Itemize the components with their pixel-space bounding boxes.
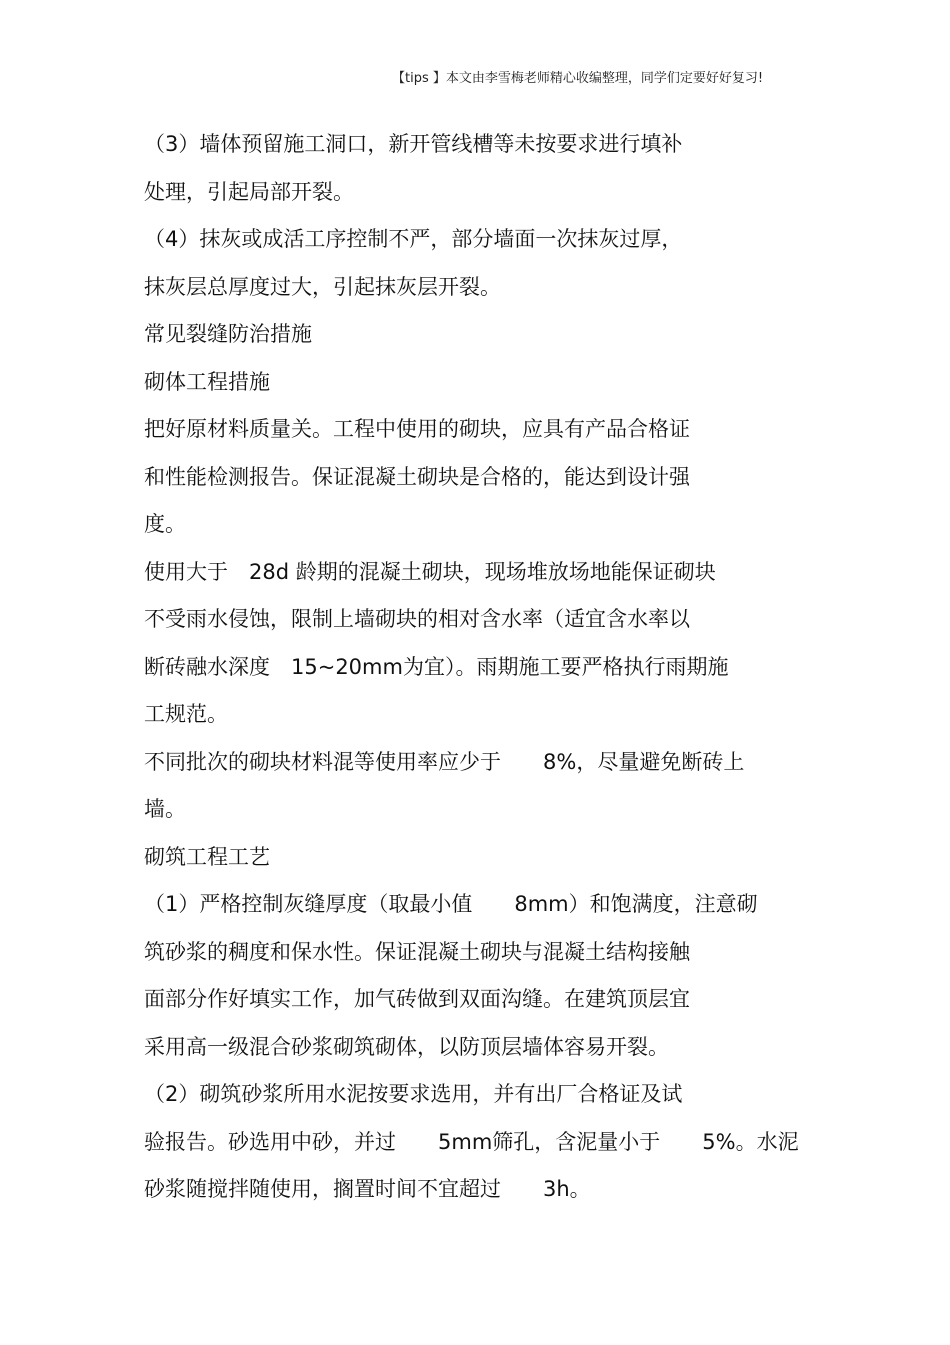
text-line: 筑砂浆的稠度和保水性。保证混凝土砌块与混凝土结构接触	[144, 939, 690, 964]
text-line: 采用高一级混合砂浆砌筑砌体，以防顶层墙体容易开裂。	[144, 1034, 669, 1059]
text-line: （2）砌筑砂浆所用水泥按要求选用，并有出厂合格证及试	[144, 1082, 683, 1106]
text-line: 砂浆随搅拌随使用，搁置时间不宜超过 3h。	[144, 1177, 591, 1201]
section-heading: 砌筑工程工艺	[144, 844, 270, 869]
text-line: 不同批次的砌块材料混等使用率应少于 8%，尽量避免断砖上	[144, 749, 745, 774]
text-line: 处理，引起局部开裂。	[144, 179, 354, 204]
text-line: 验报告。砂选用中砂，并过 5mm筛孔，含泥量小于 5%。水泥	[144, 1129, 799, 1154]
text-line: 墙。	[144, 797, 186, 821]
text-line: 断砖融水深度 15~20mm为宜）。雨期施工要严格执行雨期施	[144, 654, 729, 679]
text-line: 把好原材料质量关。工程中使用的砌块，应具有产品合格证	[144, 417, 690, 441]
document-body	[144, 121, 834, 1214]
text-line: 工规范。	[144, 702, 228, 726]
text-line: （1）严格控制灰缝厚度（取最小值 8mm）和饱满度，注意砌	[144, 892, 758, 916]
header-tips: 【tips 】本文由李雪梅老师精心收编整理，同学们定要好好复习!	[392, 71, 764, 86]
text-line: 面部分作好填实工作，加气砖做到双面沟缝。在建筑顶层宜	[144, 987, 690, 1011]
text-line: 使用大于 28d 龄期的混凝土砌块，现场堆放场地能保证砌块	[144, 559, 716, 584]
text-line: 抹灰层总厚度过大，引起抹灰层开裂。	[144, 274, 501, 299]
text-line: （3）墙体预留施工洞口，新开管线槽等未按要求进行填补	[144, 132, 683, 156]
section-heading: 常见裂缝防治措施	[144, 322, 312, 346]
text-line: 和性能检测报告。保证混凝土砌块是合格的，能达到设计强	[144, 464, 690, 489]
section-heading: 砌体工程措施	[144, 369, 270, 394]
text-line: 度。	[144, 512, 186, 536]
text-line: （4）抹灰或成活工序控制不严，部分墙面一次抹灰过厚，	[144, 227, 683, 251]
text-line: 不受雨水侵蚀，限制上墙砌块的相对含水率（适宜含水率以	[144, 607, 690, 631]
